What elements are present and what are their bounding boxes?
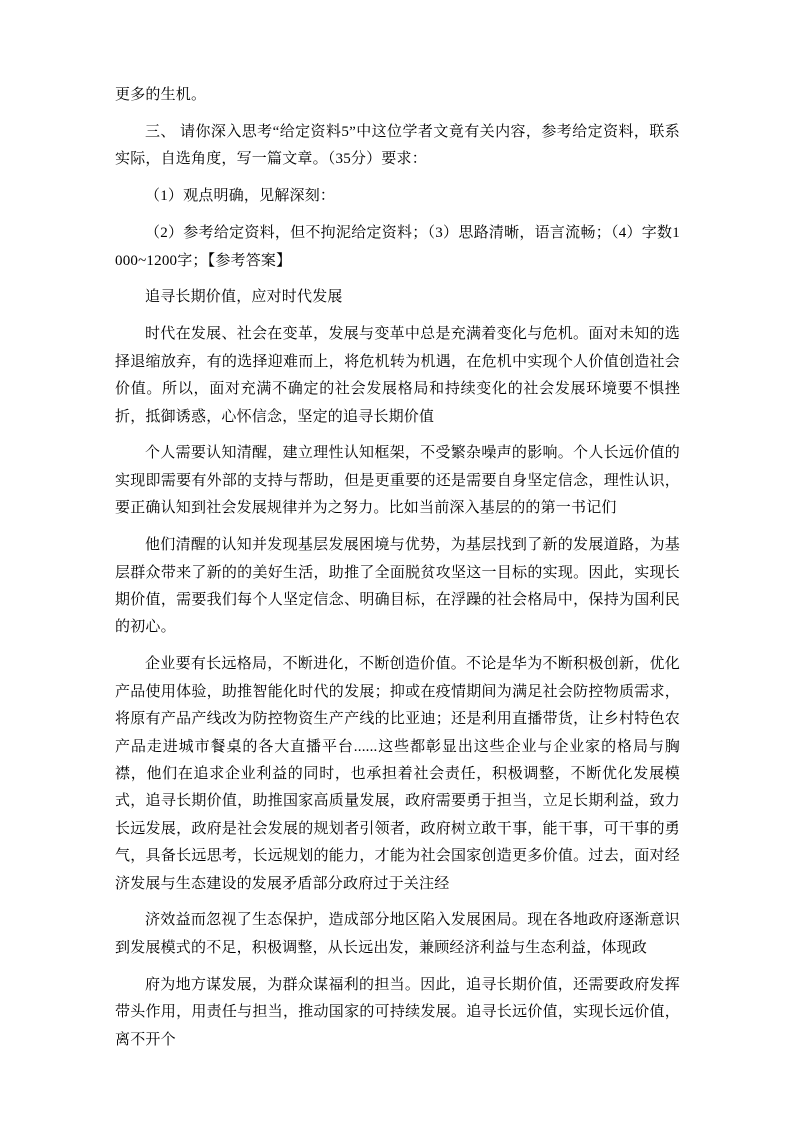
paragraph: （1）观点明确，见解深刻：	[145, 188, 336, 205]
paragraph: （2）参考给定资料，但不拘泥给定资料；（3）思路清晰，语言流畅；（4）字数1000~1200字；【参考答案】	[115, 225, 680, 269]
paragraph: 企业要有长远格局，不断进化，不断创造价值。不论是华为不断积极创新，优化产品使用体验，助推智能化时代的发展；抑或在疫情期间为满足社会防控物质需求，将原有产品产线改为防控物资生产产线的比亚迪；还是利用直播带货，让乡村特色农产品走进城市餐桌的各大直播平台......这些都彰显出这些企业与企业家的格局与胸襟，他们在追求企业利益的同时，也承担着社会责任，积极调整，不断优化发展模式，追寻长期价值，助推国家高质量发展，政府需要勇于担当，立足长期利益，致力长远发展，政府是社会发展的规划者引领者，政府树立敢干事，能干事，可干事的勇气，具备长远思考，长远规划的能力，才能为社会国家创造更多价值。过去，面对经济发展与生态建设的发展矛盾部分政府过于关注经	[115, 656, 680, 892]
paragraph: 三、 请你深入思考“给定资料5”中这位学者文竟有关内容，参考给定资料，联系实际，自选角度，写一篇文章。（35分）要求：	[115, 123, 680, 168]
paragraph: 个人需要认知清醒，建立理性认知框架，不受繁杂噪声的影响。个人长远价值的实现即需要有外部的支持与帮助，但是更重要的还是需要自身坚定信念，理性认识，要正确认知到社会发展规律并为之努力。比如当前深入基层的的第一书记们	[115, 445, 680, 517]
paragraph: 济效益而忽视了生态保护，造成部分地区陷入发展困局。现在各地政府逐渐意识到发展模式的不足，积极调整，从长远出发，兼顾经济利益与生态利益，体现政	[115, 912, 680, 956]
document-body	[115, 82, 680, 1054]
paragraph: 追寻长期价值，应对时代发展	[145, 289, 343, 306]
paragraph: 府为地方谋发展，为群众谋福利的担当。因此，追寻长期价值，还需要政府发挥带头作用，用责任与担当，推动国家的可持续发展。追寻长远价值，实现长远价值，离不开个	[115, 976, 680, 1048]
paragraph: 时代在发展、社会在变革，发展与变革中总是充满着变化与危机。面对未知的选择退缩放弃，有的选择迎难而上，将危机转为机遇，在危机中实现个人价值创造社会价值。所以，面对充满不确定的社会发展格局和持续变化的社会发展环境要不惧挫折，抵御诱惑，心怀信念，坚定的追寻长期价值	[115, 326, 680, 425]
paragraph: 更多的生机。	[115, 87, 207, 103]
paragraph: 他们清醒的认知并发现基层发展困境与优势，为基层找到了新的发展道路，为基层群众带来了新的的美好生活，助推了全面脱贫攻坚这一目标的实现。因此，实现长期价值，需要我们每个人坚定信念、明确目标，在浮躁的社会格局中，保持为国利民的初心。	[115, 537, 680, 636]
